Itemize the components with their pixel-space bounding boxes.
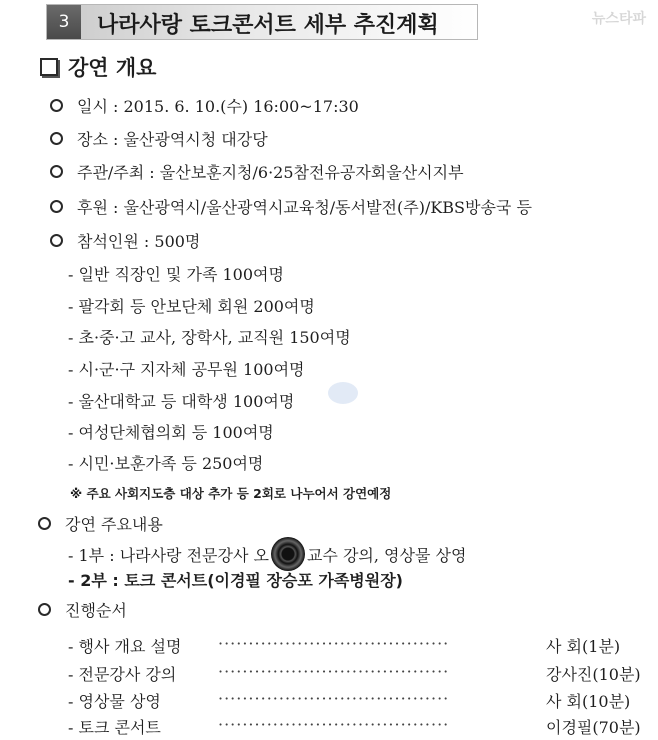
part2-line: - 2부 : 토크 콘서트(이경필 장승포 가족병원장) [68, 571, 403, 590]
content-heading [38, 512, 163, 535]
section-heading [40, 52, 156, 82]
redaction-blot [271, 537, 305, 571]
list-item: - 시·군·구 지자체 공무원 100여명 [68, 360, 305, 379]
part1-line [68, 537, 466, 571]
list-item: - 일반 직장인 및 가족 100여명 [68, 265, 284, 284]
circle-bullet-icon [50, 99, 63, 112]
item-place-text: 장소 : 울산광역시청 대강당 [77, 130, 268, 149]
item-attendees-text: 참석인원 : 500명 [77, 232, 201, 251]
section-number: 3 [47, 5, 81, 39]
schedule-owner: 사 회(1분) [546, 637, 621, 656]
circle-bullet-icon [50, 165, 63, 178]
item-sponsor-text: 후원 : 울산광역시/울산광역시교육청/동서발전(주)/KBS방송국 등 [77, 198, 532, 217]
dot-leader: ······································ [218, 662, 450, 681]
schedule-label: - 영상물 상영 [68, 692, 161, 711]
schedule-owner: 강사진(10분) [546, 665, 641, 684]
part1-suffix: 교수 강의, 영상물 상영 [306, 545, 467, 565]
part1-prefix: - 1부 : 나라사랑 전문강사 오 [68, 545, 269, 565]
list-item: - 팔각회 등 안보단체 회원 200여명 [68, 297, 315, 316]
dot-leader: ······································ [218, 689, 450, 708]
schedule-label: - 전문강사 강의 [68, 665, 177, 684]
scan-smudge [328, 382, 358, 404]
item-sponsor [50, 195, 532, 218]
dot-leader: ······································ [218, 634, 450, 653]
schedule-owner: 이경필(70분) [546, 718, 641, 737]
section-heading-text: 강연 개요 [68, 56, 157, 80]
circle-bullet-icon [38, 517, 51, 530]
circle-bullet-icon [50, 132, 63, 145]
schedule-label: - 토크 콘서트 [68, 718, 161, 737]
item-host-text: 주관/주최 : 울산보훈지청/6·25참전유공자회울산시지부 [77, 163, 464, 182]
schedule-row [68, 689, 631, 711]
content-heading-text: 강연 주요내용 [65, 515, 163, 534]
schedule-row [68, 634, 628, 656]
list-item: - 시민·보훈가족 등 250여명 [68, 454, 264, 473]
item-date [50, 94, 359, 117]
circle-bullet-icon [50, 200, 63, 213]
checkbox-square-icon [40, 58, 58, 76]
order-heading [38, 598, 127, 621]
page-title: 나라사랑 토크콘서트 세부 추진계획 [97, 13, 439, 38]
list-item: - 울산대학교 등 대학생 100여명 [68, 392, 295, 411]
circle-bullet-icon [50, 234, 63, 247]
schedule-label: - 행사 개요 설명 [68, 637, 182, 656]
item-date-text: 일시 : 2015. 6. 10.(수) 16:00~17:30 [77, 97, 359, 116]
circle-bullet-icon [38, 603, 51, 616]
schedule-row [68, 662, 641, 684]
item-place [50, 127, 268, 150]
watermark: 뉴스타파 [591, 11, 646, 27]
order-heading-text: 진행순서 [65, 601, 127, 620]
schedule-row [68, 715, 641, 737]
note-text: ※ 주요 사회지도층 대상 추가 등 2회로 나누어서 강연예정 [70, 486, 392, 501]
list-item: - 초·중·고 교사, 장학사, 교직원 150여명 [68, 328, 351, 347]
schedule-owner: 사 회(10분) [546, 692, 631, 711]
item-host [50, 160, 464, 183]
dot-leader: ······································ [218, 715, 450, 734]
item-attendees [50, 229, 200, 252]
list-item: - 여성단체협의회 등 100여명 [68, 423, 274, 442]
title-bar [46, 4, 478, 40]
